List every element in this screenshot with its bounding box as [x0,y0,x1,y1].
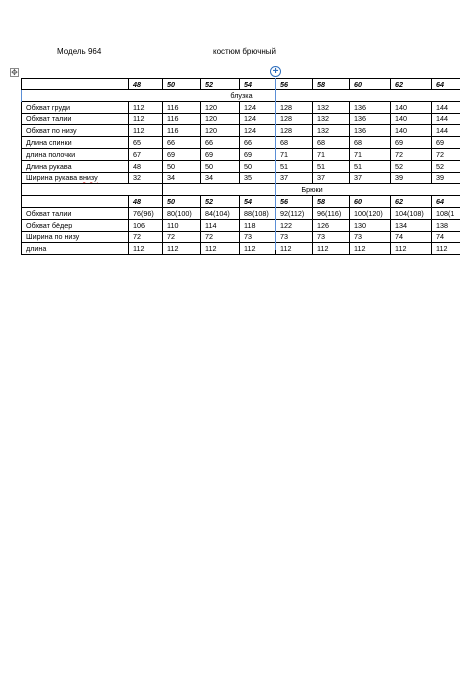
blouse-size-54[interactable]: 54 [240,78,276,90]
blouse-row-label[interactable]: Длина спинки [21,137,129,149]
blouse-value-cell[interactable]: 52 [432,161,460,173]
blouse-row-label[interactable]: Обхват талии [21,113,129,125]
blouse-value-cell[interactable]: 112 [129,102,163,114]
trousers-value-cell[interactable]: 138 [432,220,460,232]
blouse-value-cell[interactable]: 120 [201,113,240,125]
blouse-value-cell[interactable]: 68 [276,137,313,149]
blouse-value-cell[interactable]: 48 [129,161,163,173]
trousers-value-cell[interactable]: 84(104) [201,208,240,220]
blouse-value-cell[interactable]: 71 [313,149,350,161]
trousers-value-cell[interactable]: 73 [276,231,313,243]
blouse-size-60[interactable]: 60 [350,78,391,90]
trousers-value-cell[interactable]: 73 [240,231,276,243]
blouse-section-row [21,90,460,102]
blouse-table-row [21,161,460,173]
blouse-value-cell[interactable]: 71 [350,149,391,161]
trousers-size-60[interactable]: 60 [350,196,391,208]
blouse-value-cell[interactable]: 116 [163,125,201,137]
blouse-row-label[interactable]: длина полочки [21,149,129,161]
trousers-value-cell[interactable]: 112 [163,243,201,255]
trousers-value-cell[interactable]: 72 [201,231,240,243]
trousers-table-row [21,243,460,255]
trousers-size-52[interactable]: 52 [201,196,240,208]
blouse-size-62[interactable]: 62 [391,78,432,90]
blouse-value-cell[interactable]: 132 [313,113,350,125]
trousers-value-cell[interactable]: 74 [432,231,460,243]
trousers-value-cell[interactable]: 110 [163,220,201,232]
trousers-table-row [21,231,460,243]
trousers-section-blank-cell[interactable] [21,184,163,196]
trousers-corner-cell[interactable] [21,196,129,208]
trousers-size-64[interactable]: 64 [432,196,460,208]
column-selection-guide [275,78,276,250]
blouse-value-cell[interactable]: 39 [432,172,460,184]
blouse-value-cell[interactable]: 50 [240,161,276,173]
blouse-value-cell[interactable]: 132 [313,125,350,137]
trousers-value-cell[interactable]: 118 [240,220,276,232]
trousers-value-cell[interactable]: 73 [313,231,350,243]
trousers-size-header-row [21,196,460,208]
trousers-size-54[interactable]: 54 [240,196,276,208]
trousers-size-56[interactable]: 56 [276,196,313,208]
trousers-table-row [21,220,460,232]
trousers-value-cell[interactable]: 88(108) [240,208,276,220]
blouse-corner-cell[interactable] [21,78,129,90]
blouse-value-cell[interactable]: 69 [201,149,240,161]
trousers-value-cell[interactable]: 108(1 [432,208,460,220]
trousers-value-cell[interactable]: 100(120) [350,208,391,220]
blouse-value-cell[interactable]: 136 [350,125,391,137]
blouse-value-cell[interactable]: 124 [240,113,276,125]
blouse-table-row [21,102,460,114]
blouse-table-row [21,113,460,125]
blouse-value-cell[interactable]: 140 [391,113,432,125]
blouse-value-cell[interactable]: 144 [432,102,460,114]
trousers-value-cell[interactable]: 74 [391,231,432,243]
trousers-value-cell[interactable]: 112 [240,243,276,255]
blouse-value-cell[interactable]: 116 [163,102,201,114]
blouse-value-cell[interactable]: 50 [201,161,240,173]
trousers-row-label[interactable]: длина [21,243,129,255]
blouse-table-row [21,149,460,161]
trousers-row-label[interactable]: Ширина по низу [21,231,129,243]
blouse-value-cell[interactable]: 120 [201,102,240,114]
blouse-value-cell[interactable]: 51 [350,161,391,173]
blouse-value-cell[interactable]: 140 [391,125,432,137]
blouse-value-cell[interactable]: 32 [129,172,163,184]
trousers-value-cell[interactable]: 112 [313,243,350,255]
trousers-value-cell[interactable]: 72 [163,231,201,243]
trousers-value-cell[interactable]: 96(116) [313,208,350,220]
blouse-value-cell[interactable]: 68 [313,137,350,149]
blouse-value-cell[interactable]: 69 [432,137,460,149]
blouse-size-52[interactable]: 52 [201,78,240,90]
blouse-row-label[interactable]: Обхват по низу [21,125,129,137]
trousers-value-cell[interactable]: 112 [432,243,460,255]
trousers-value-cell[interactable]: 112 [201,243,240,255]
trousers-value-cell[interactable]: 80(100) [163,208,201,220]
trousers-value-cell[interactable]: 112 [129,243,163,255]
blouse-size-58[interactable]: 58 [313,78,350,90]
blouse-section-label[interactable]: блузка [21,90,460,102]
blouse-value-cell[interactable]: 67 [129,149,163,161]
trousers-value-cell[interactable]: 134 [391,220,432,232]
blouse-value-cell[interactable]: 69 [240,149,276,161]
trousers-row-label[interactable]: Обхват бёдер [21,220,129,232]
blouse-table-row [21,172,460,184]
trousers-row-label[interactable]: Обхват талии [21,208,129,220]
blouse-value-cell[interactable]: 66 [201,137,240,149]
blouse-value-cell[interactable]: 132 [313,102,350,114]
blouse-value-cell[interactable]: 66 [163,137,201,149]
blouse-value-cell[interactable]: 116 [163,113,201,125]
blouse-value-cell[interactable]: 52 [391,161,432,173]
trousers-value-cell[interactable]: 72 [129,231,163,243]
trousers-value-cell[interactable]: 130 [350,220,391,232]
blouse-value-cell[interactable]: 51 [276,161,313,173]
trousers-section-row [21,184,460,196]
blouse-value-cell[interactable]: 69 [391,137,432,149]
blouse-value-cell[interactable]: 112 [129,113,163,125]
blouse-value-cell[interactable]: 50 [163,161,201,173]
blouse-size-header-row [21,78,460,90]
blouse-value-cell[interactable]: 136 [350,113,391,125]
trousers-value-cell[interactable]: 92(112) [276,208,313,220]
row-label-text: Ширина рукава [26,173,80,183]
trousers-section-label[interactable]: Брюки [163,184,460,196]
trousers-value-cell[interactable]: 76(96) [129,208,163,220]
blouse-value-cell[interactable]: 144 [432,113,460,125]
trousers-value-cell[interactable]: 122 [276,220,313,232]
trousers-value-cell[interactable]: 112 [350,243,391,255]
blouse-value-cell[interactable]: 128 [276,125,313,137]
blouse-value-cell[interactable]: 39 [391,172,432,184]
blouse-row-label[interactable] [21,172,129,184]
blouse-value-cell[interactable]: 37 [350,172,391,184]
spellcheck-underlined-word[interactable]: внизу [79,173,98,183]
blouse-value-cell[interactable]: 128 [276,113,313,125]
blouse-value-cell[interactable]: 51 [313,161,350,173]
trousers-value-cell[interactable]: 114 [201,220,240,232]
blouse-value-cell[interactable]: 72 [432,149,460,161]
blouse-row-label[interactable]: Обхват груди [21,102,129,114]
trousers-size-58[interactable]: 58 [313,196,350,208]
row-selection-guide [21,90,22,102]
blouse-value-cell[interactable]: 112 [129,125,163,137]
blouse-value-cell[interactable]: 66 [240,137,276,149]
blouse-value-cell[interactable]: 124 [240,102,276,114]
trousers-value-cell[interactable]: 73 [350,231,391,243]
blouse-size-50[interactable]: 50 [163,78,201,90]
blouse-table-row [21,125,460,137]
blouse-value-cell[interactable]: 144 [432,125,460,137]
trousers-table-row [21,208,460,220]
trousers-value-cell[interactable]: 104(108) [391,208,432,220]
blouse-value-cell[interactable]: 71 [276,149,313,161]
trousers-value-cell[interactable]: 112 [276,243,313,255]
blouse-table-row [21,137,460,149]
table-move-handle-icon[interactable]: ✥ [11,68,18,77]
blouse-value-cell[interactable]: 120 [201,125,240,137]
blouse-value-cell[interactable]: 69 [163,149,201,161]
model-number: Модель 964 [57,47,102,56]
blouse-value-cell[interactable]: 34 [201,172,240,184]
trousers-size-62[interactable]: 62 [391,196,432,208]
blouse-value-cell[interactable]: 35 [240,172,276,184]
blouse-row-label[interactable]: Длина рукава [21,161,129,173]
blouse-value-cell[interactable]: 68 [350,137,391,149]
trousers-value-cell[interactable]: 106 [129,220,163,232]
blouse-value-cell[interactable]: 65 [129,137,163,149]
blouse-size-64[interactable]: 64 [432,78,460,90]
trousers-size-50[interactable]: 50 [163,196,201,208]
blouse-value-cell[interactable]: 140 [391,102,432,114]
document-title: костюм брючный [213,47,276,56]
blouse-value-cell[interactable]: 37 [276,172,313,184]
blouse-size-56[interactable]: 56 [276,78,313,90]
blouse-value-cell[interactable]: 124 [240,125,276,137]
blouse-value-cell[interactable]: 72 [391,149,432,161]
blouse-value-cell[interactable]: 37 [313,172,350,184]
blouse-size-48[interactable]: 48 [129,78,163,90]
trousers-value-cell[interactable]: 112 [391,243,432,255]
blouse-value-cell[interactable]: 136 [350,102,391,114]
trousers-size-48[interactable]: 48 [129,196,163,208]
blouse-value-cell[interactable]: 128 [276,102,313,114]
blouse-value-cell[interactable]: 34 [163,172,201,184]
insert-column-plus-icon[interactable]: + [270,66,281,77]
trousers-value-cell[interactable]: 126 [313,220,350,232]
